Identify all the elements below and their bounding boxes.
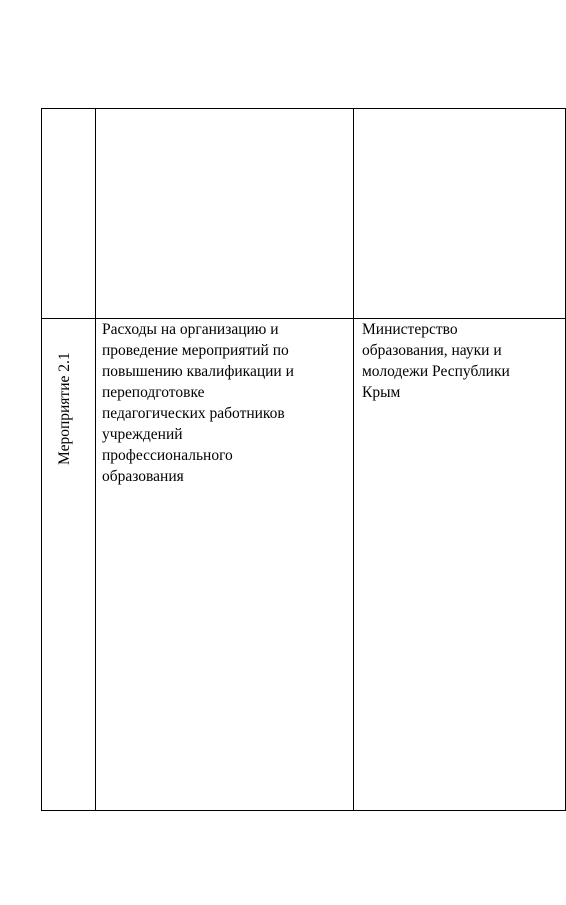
table-column-divider-1 xyxy=(95,108,96,811)
row-executor-cell: Министерство образования, науки и молодежи Республики Крым xyxy=(362,321,510,401)
table-border-top xyxy=(41,108,566,109)
row-label-cell xyxy=(41,318,95,811)
table-column-divider-2 xyxy=(353,108,354,811)
table-border-bottom xyxy=(41,810,566,811)
row-description-cell: Расходы на организацию и проведение мероприятий по повышению квалификации и переподготовке педагогических работников учреждений профессионального образования xyxy=(102,321,294,485)
row-label-text: Мероприятие 2.1 xyxy=(56,352,73,465)
